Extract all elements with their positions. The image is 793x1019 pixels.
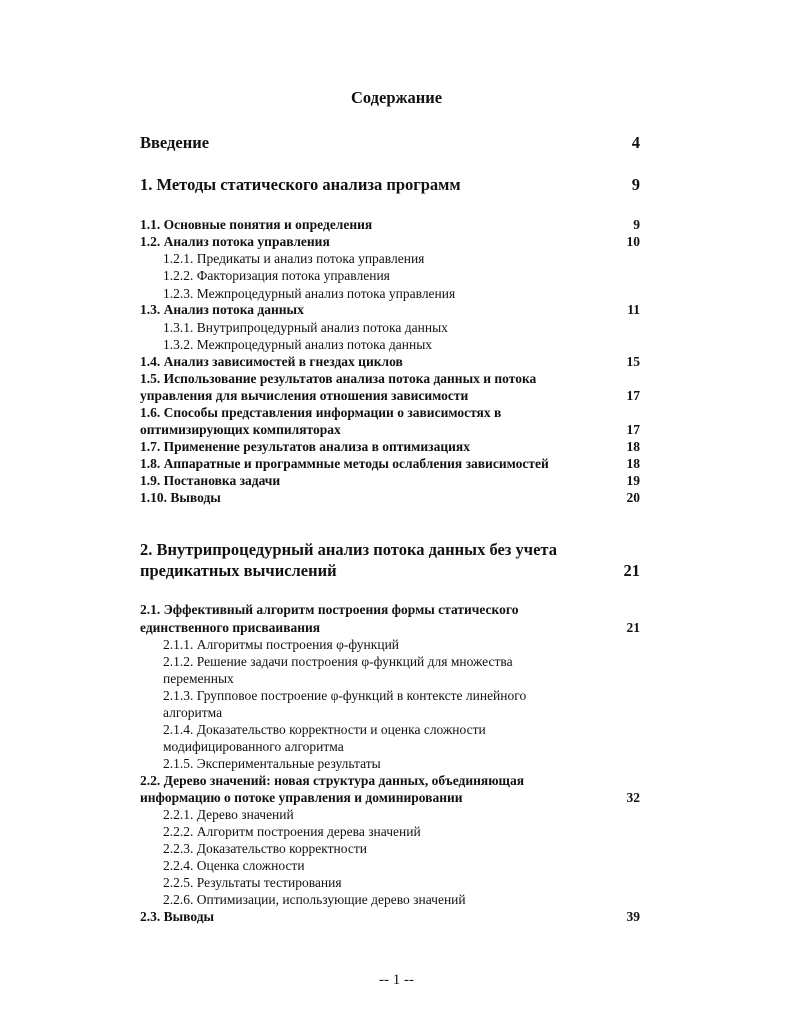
toc-entry-label: 1.2.2. Факторизация потока управления <box>163 268 390 283</box>
toc-entry-label: 2.2.3. Доказательство корректности <box>163 841 367 856</box>
toc-entry-label: Введение <box>140 133 210 152</box>
toc-chapter-heading: предикатных вычислений <box>140 561 337 580</box>
toc-entry-label: 1.2.3. Межпроцедурный анализ потока управления <box>163 286 456 301</box>
toc-entry-label: 2.3. Выводы <box>140 909 215 924</box>
toc-entry-label: единственного присваивания <box>140 620 321 635</box>
toc-entry-label: 1.2.1. Предикаты и анализ потока управления <box>163 251 425 266</box>
toc-entry-page: 15 <box>626 354 640 369</box>
page-number: -- 1 -- <box>379 972 414 988</box>
page-title: Содержание <box>350 88 443 107</box>
toc-entry-label: модифицированного алгоритма <box>163 739 344 754</box>
toc-entry-page: 32 <box>626 790 640 805</box>
toc-chapter-heading: 1. Методы статического анализа программ <box>140 175 461 194</box>
toc-entry-page: 17 <box>626 388 640 403</box>
toc-entry-page: 9 <box>631 175 640 194</box>
toc-entry-label: 2.1.2. Решение задачи построения φ-функций для множества <box>163 654 513 669</box>
toc-entry-page: 17 <box>626 422 640 437</box>
toc-entry-label: 1.1. Основные понятия и определения <box>140 217 373 232</box>
toc-entry-label: 1.10. Выводы <box>140 490 221 505</box>
toc-entry-page: 39 <box>626 909 640 924</box>
toc-entry-label: 2.1.1. Алгоритмы построения φ-функций <box>163 637 400 652</box>
toc-entry-label: 2.1.3. Групповое построение φ-функций в контексте линейного <box>163 688 527 703</box>
toc-entry-label: оптимизирующих компиляторах <box>140 422 341 437</box>
toc-entry-label: 2.2. Дерево значений: новая структура данных, объединяющая <box>140 773 524 788</box>
toc-entry-page: 20 <box>626 490 640 505</box>
toc-entry-label: информацию о потоке управления и доминировании <box>140 790 463 805</box>
toc-entry-page: 18 <box>626 439 640 454</box>
toc-entry-label: алгоритма <box>163 705 223 720</box>
toc-entry-page: 21 <box>626 620 640 635</box>
toc-entry-label: 1.3.2. Межпроцедурный анализ потока данных <box>163 337 433 352</box>
toc-entry-label: 1.3. Анализ потока данных <box>140 302 304 317</box>
toc-entry-label: 2.1. Эффективный алгоритм построения формы статического <box>140 602 519 617</box>
toc-entry-label: 1.3.1. Внутрипроцедурный анализ потока данных <box>163 320 448 335</box>
toc-entry-label: 1.5. Использование результатов анализа потока данных и потока <box>140 371 537 386</box>
toc-entry-label: 2.2.2. Алгоритм построения дерева значений <box>163 824 421 839</box>
toc-entry-page: 19 <box>626 473 640 488</box>
toc-entry-page: 21 <box>623 561 640 580</box>
toc-entry-label: 1.9. Постановка задачи <box>140 473 281 488</box>
toc-entry-label: 2.1.5. Экспериментальные результаты <box>163 756 381 771</box>
toc-entry-label: переменных <box>163 671 234 686</box>
toc-entry-page: 11 <box>627 302 640 317</box>
toc-entry-label: 1.8. Аппаратные и программные методы ослабления зависимостей <box>140 456 549 471</box>
toc-entry-page: 10 <box>626 234 640 249</box>
toc-entry-label: 2.2.1. Дерево значений <box>163 807 294 822</box>
toc-entry-label: 1.2. Анализ потока управления <box>140 234 330 249</box>
toc-entry-label: управления для вычисления отношения зависимости <box>140 388 469 403</box>
toc-entry-label: 1.4. Анализ зависимостей в гнездах циклов <box>140 354 403 369</box>
toc-entry-page: 4 <box>631 133 640 152</box>
toc-entry-label: 1.6. Способы представления информации о зависимостях в <box>140 405 502 420</box>
toc-entry-label: 2.2.6. Оптимизации, использующие дерево значений <box>163 892 466 907</box>
toc-entry-label: 1.7. Применение результатов анализа в оптимизациях <box>140 439 470 454</box>
toc-chapter-heading: 2. Внутрипроцедурный анализ потока данных без учета <box>140 540 557 559</box>
toc-entry-label: 2.2.5. Результаты тестирования <box>163 875 342 890</box>
toc-entry-page: 18 <box>626 456 640 471</box>
toc-entry-page: 9 <box>633 217 640 232</box>
toc-entry-label: 2.2.4. Оценка сложности <box>163 858 305 873</box>
toc-entry-label: 2.1.4. Доказательство корректности и оценка сложности <box>163 722 486 737</box>
